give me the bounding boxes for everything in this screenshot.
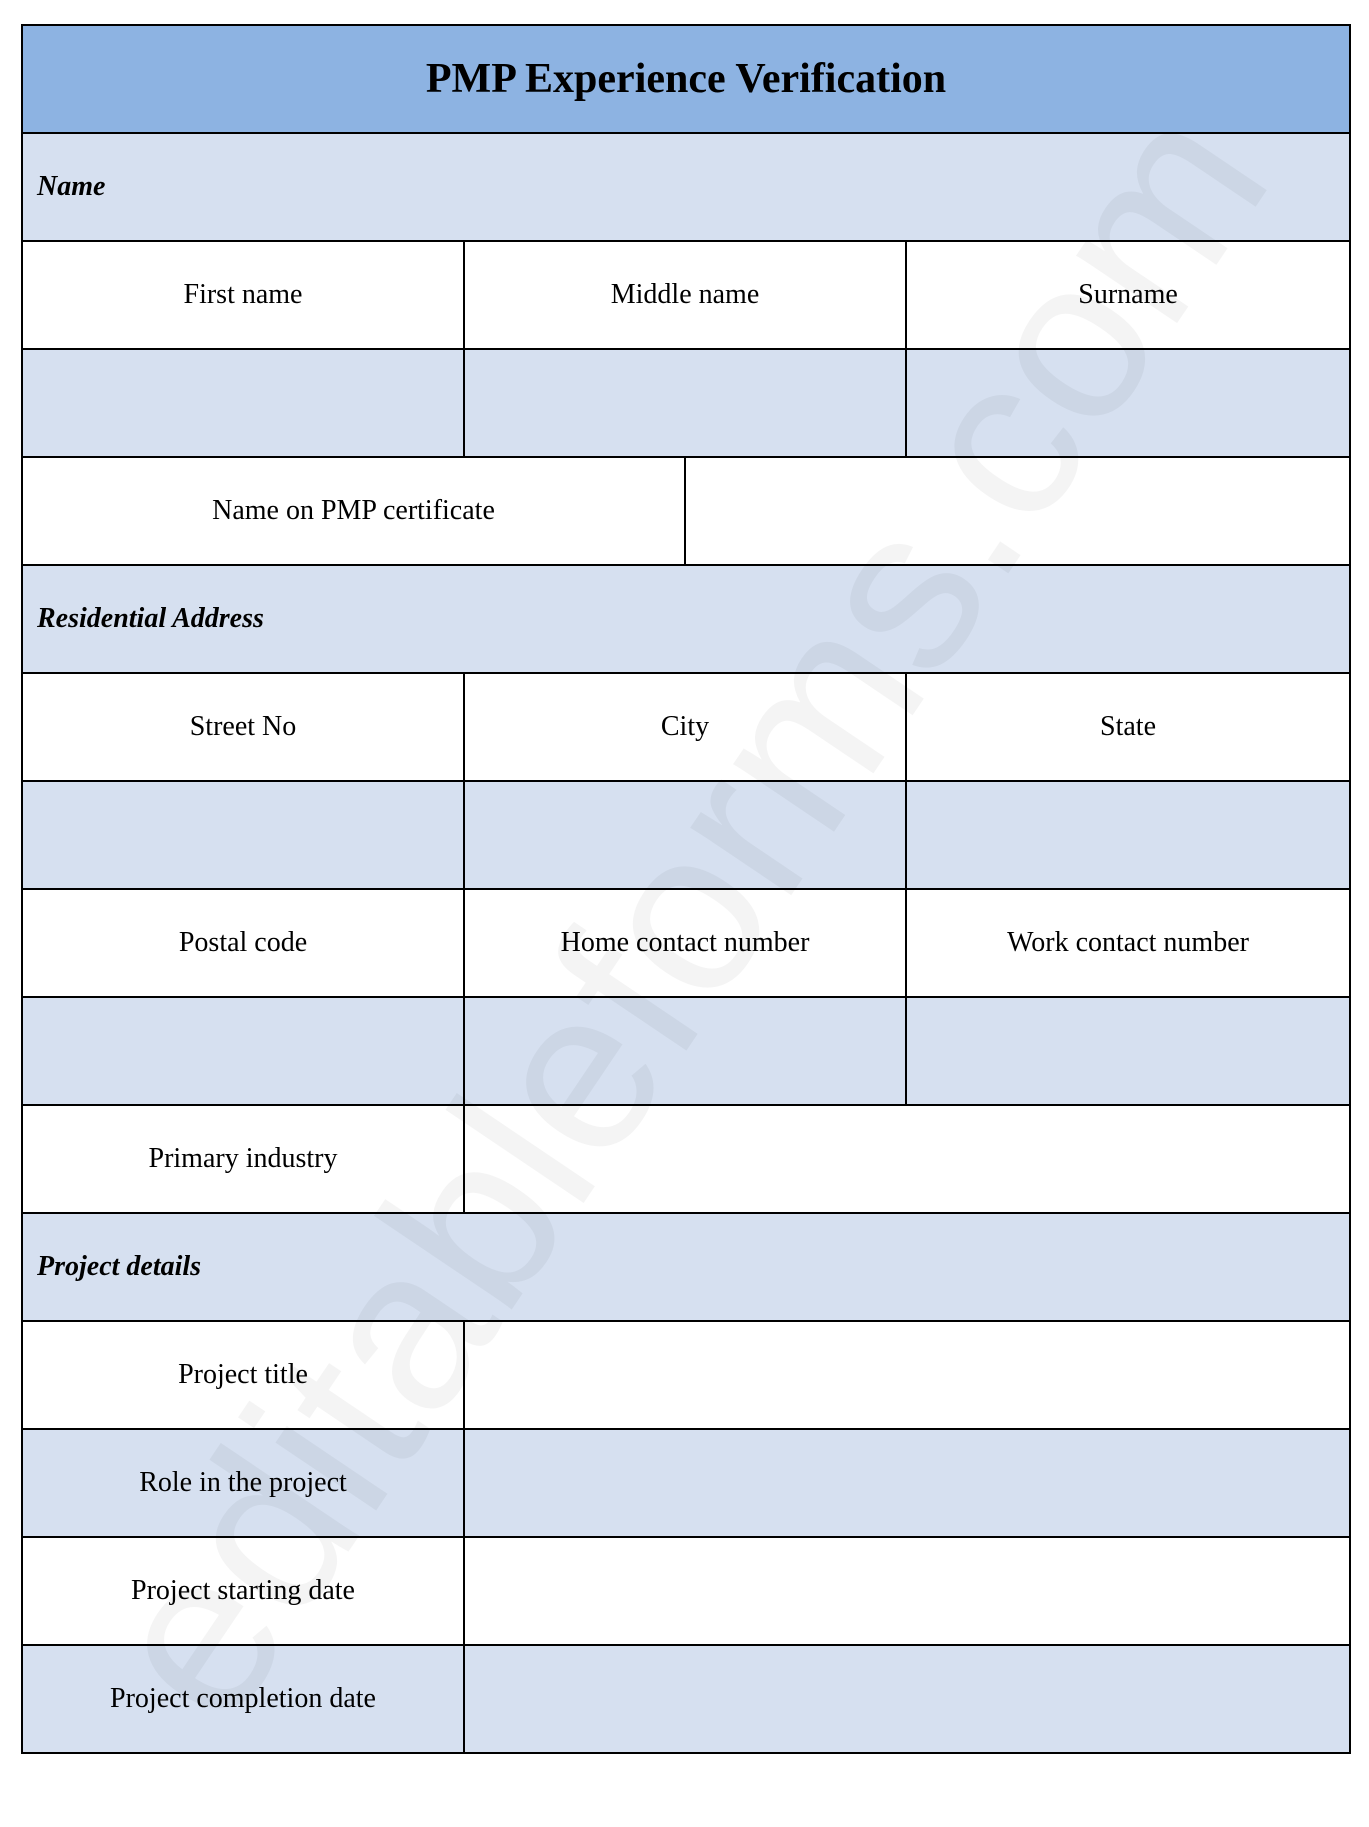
street-no-field[interactable] <box>22 781 464 889</box>
postal-code-field[interactable] <box>22 997 464 1105</box>
surname-field[interactable] <box>906 349 1350 457</box>
pmp-experience-form <box>21 24 1351 1754</box>
label-completion-date: Project completion date <box>22 1645 464 1753</box>
label-state: State <box>906 673 1350 781</box>
first-name-field[interactable] <box>22 349 464 457</box>
role-field[interactable] <box>464 1429 1350 1537</box>
label-home-contact: Home contact number <box>464 889 906 997</box>
city-field[interactable] <box>464 781 906 889</box>
middle-name-field[interactable] <box>464 349 906 457</box>
label-surname: Surname <box>906 241 1350 349</box>
label-street-no: Street No <box>22 673 464 781</box>
label-city: City <box>464 673 906 781</box>
project-title-field[interactable] <box>464 1321 1350 1429</box>
section-heading-name: Name <box>22 133 1350 241</box>
section-heading-project: Project details <box>22 1213 1350 1321</box>
primary-industry-field[interactable] <box>464 1105 1350 1213</box>
label-start-date: Project starting date <box>22 1537 464 1645</box>
section-heading-address: Residential Address <box>22 565 1350 673</box>
label-name-on-certificate: Name on PMP certificate <box>22 457 685 565</box>
form-title: PMP Experience Verification <box>22 25 1350 133</box>
start-date-field[interactable] <box>464 1537 1350 1645</box>
name-on-certificate-field[interactable] <box>685 457 1350 565</box>
label-middle-name: Middle name <box>464 241 906 349</box>
home-contact-field[interactable] <box>464 997 906 1105</box>
completion-date-field[interactable] <box>464 1645 1350 1753</box>
label-project-title: Project title <box>22 1321 464 1429</box>
label-primary-industry: Primary industry <box>22 1105 464 1213</box>
state-field[interactable] <box>906 781 1350 889</box>
label-first-name: First name <box>22 241 464 349</box>
label-role: Role in the project <box>22 1429 464 1537</box>
label-postal-code: Postal code <box>22 889 464 997</box>
label-work-contact: Work contact number <box>906 889 1350 997</box>
work-contact-field[interactable] <box>906 997 1350 1105</box>
